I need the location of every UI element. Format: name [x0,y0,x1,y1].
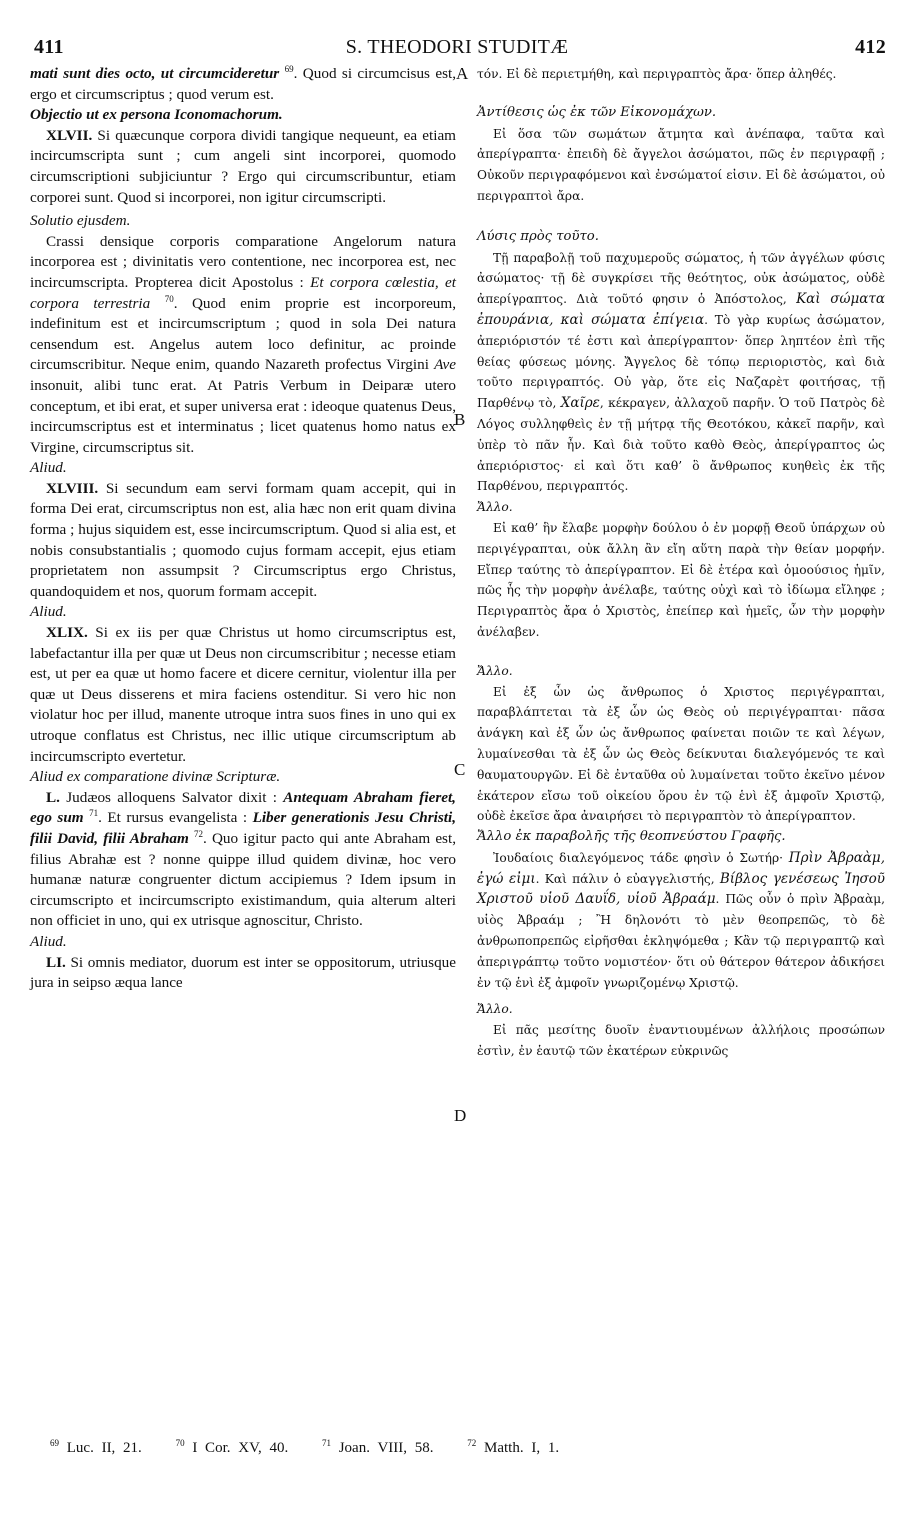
greek-paragraph: Εἰ πᾶς μεσίτης δυοῖν ἐναντιουμένων ἀλλήλοις προσώπων ἐστὶν, ἐν ἑαυτῷ τῶν ἑκατέρων εὐκρινῶς [477,1023,885,1059]
section-heading: Aliud. [30,459,67,477]
section-heading: Ἄλλο ἐκ παραβολῆς τῆς θεοπνεύστου Γραφῆς. [477,829,786,845]
footnote: $^{71}$ Joan. VIII, 58. [321,1438,434,1456]
margin-marker-c: C [454,760,466,779]
section-heading: Ἄλλο. [477,1002,513,1017]
latin-column [30,64,456,994]
greek-paragraph: Εἰ ὅσα τῶν σωμάτων ἄτμητα καὶ ἀνέπαφα, ταῦτα καὶ ἀπερίγραπτα· ἐπειδὴ δὲ ἄγγελοι ἀσώματοι, πῶς ἐν περιγραφῇ ; Οὐκοῦν περιγραφόμενοι καὶ ἐνσώματοί εἰσιν. Εἰ δὲ ἀσώματοι, οὐ περιγραπτοὶ ἄρα. [477,126,885,203]
latin-paragraph: mati sunt dies octo, ut circumcideretur $^{69}$. Quod si circumcisus est, ergo et circumscriptus ; quod verum est. [30,63,457,103]
margin-marker-b: B [454,410,466,429]
page-number-left: 411 [34,36,64,58]
section-heading: Ἄλλο. [477,500,513,515]
section-heading: Λύσις πρὸς τοῦτο. [477,228,599,244]
margin-marker-d: D [454,1106,467,1125]
greek-paragraph: Τῇ παραβολῇ τοῦ παχυμεροῦς σώματος, ἡ τῶν ἀγγέλων φύσις ἀσώματος· τῇ δὲ συγκρίσει τῆς θεότητος, οὐκ ἀσώματος, οὐδὲ ἀπερίγραπτος. Διὰ τοῦτό φησιν ὁ Ἀπόστολος, Καὶ σώματα ἐπουράνια, καὶ σώματα ἐπίγεια. Τὸ γὰρ κυρίως ἀσώματον, ἀπεριόριστόν τέ ἐστι καὶ ἀπερίγραπτον· ὅπερ ληπτέον ἐπὶ τῆς θείας φύσεως μόνης. Ἄγγελος δὲ τόπῳ περιοριστὸς, καὶ διὰ τοῦτο περιγραπτός. Οὐ γὰρ, ὅτε εἰς Ναζαρὲτ φοιτήσας, τῇ Παρθένῳ τὸ, Χαῖρε, κέκραγεν, ἀλλαχοῦ παρῆν. Ὁ τοῦ Πατρὸς δὲ Λόγος συλληφθεὶς ἐν τῇ μήτρᾳ τῆς Θεοτόκου, κἀκεῖ παρῆν, καὶ ὑπὲρ τὸ πᾶν ἦν. Καὶ διὰ τοῦτο καθὸ Θεὸς, ἀπερίγραπτος ὡς ἀπεριόριστος· εἰ καὶ ὅτι καθ’ ὃ ἄνθρωπος κυηθεὶς ἐκ τῆς Παρθένου, περιγραπτός. [477,250,885,494]
latin-paragraph: XLVIII. Si secundum eam servi formam quam accepit, qui in forma Dei erat, circumscriptus non est, alia hæc non erit quam divina forma ; hujus siquidem est, esse incircumscriptum. Quod si alia est, et nobis consubstantialis ; quomodo cujus formam accepit, ejus etiam proprietatem non assumpsit ? Circumscriptus ergo Christus, quandoquidem et nos, quorum formam accepit. [30,479,456,600]
section-heading: Aliud ex comparatione divinæ Scripturæ. [30,768,281,786]
section-heading: Ἀντίθεσις ὡς ἐκ τῶν Εἰκονομάχων. [477,104,717,120]
latin-paragraph: LI. Si omnis mediator, duorum est inter se oppositorum, utriusque jura in seipso æqua lance [30,953,456,992]
latin-paragraph: XLVII. Si quæcunque corpora dividi tangique nequeunt, ea etiam incircumscripta sunt ; cum angeli sint incorporei, quomodo circumscriptioni subjiciuntur ? Ergo qui circumscribuntur, etiam corporei sunt. Quod si incorporei, non igitur circumscripti. [30,126,456,206]
section-heading: Solutio ejusdem. [30,212,131,230]
page-number-right: 412 [855,36,886,58]
running-header [28,36,886,60]
footnotes [50,1440,900,1457]
latin-paragraph: Crassi densique corporis comparatione Angelorum natura incorporea est ; divinitatis vero contentione, nec incorporea est, nec incircumscripta. Propterea dicit Apostolus : Et corpora cœlestia, et corpora terrestria $^{70}$. Quod enim proprie est incorporeum, indefinitum est et incircumscriptum ; quod in sola Dei natura censendum est. Angelus autem loco definitur, ac proinde circumscribitur. Neque enim, quando Nazareth profectus Virgini Ave insonuit, alibi tunc erat. At Patris Verbum in Deiparæ utero conceptum, et ibi erat, et super universa erat : ideoque quatenus Deus, incircumscriptus est et interminatus ; licet quatenus homo natus ex Virgine, circumscriptus sit. [30,232,457,456]
footnote: $^{69}$ Luc. II, 21. [50,1438,142,1456]
running-title: S. THEODORI STUDITÆ [345,36,569,58]
section-heading: Objectio ut ex persona Iconomachorum. [30,106,283,124]
footnote: $^{72}$ Matth. I, 1. [467,1438,560,1456]
greek-paragraph: τόν. Εἰ δὲ περιετμήθη, καὶ περιγραπτὸς ἄρα· ὅπερ ἀληθές. [477,67,837,81]
greek-column [477,64,885,1062]
latin-paragraph: L. Judæos alloquens Salvator dixit : Antequam Abraham fieret, ego sum $^{71}$. Et rursus evangelista : Liber generationis Jesu Christi, filii David, filii Abraham $^{72}$. Quo igitur pacto qui ante Abraham est, filius Abrahæ est ? nonne quippe illud quidem divinæ, hoc vero humanæ naturæ congruenter dictum accipiemus ? Idem ipsum in circumscripto et incircumscripto existimandum, quia alterum alteri non officiet in uno, qui ex utrisque agnoscitur, Christo. [30,788,456,930]
greek-paragraph: Ἰουδαίοις διαλεγόμενος τάδε φησὶν ὁ Σωτήρ· Πρὶν Ἀβραὰμ, ἐγώ εἰμι. Καὶ πάλιν ὁ εὐαγγελιστής, Βίβλος γενέσεως Ἰησοῦ Χριστοῦ υἱοῦ Δαυΐδ, υἱοῦ Ἀβραάμ. Πῶς οὖν ὁ πρὶν Ἀβραὰμ, υἱὸς Ἀβραάμ ; Ἢ δηλονότι τὸ μὲν θεοπρεπῶς, τὸ δὲ ἀνθρωποπρεπῶς εἰρῆσθαι ἐκληψόμεθα ; Κἂν τῷ περιγραπτῷ καὶ ἀπεριγράπτῳ τοῦτο νομιστέον· ὅτι οὐ θάτερον θάτερον ἀδικήσει ἐν τῷ ἑνὶ ἐξ ἀμφοῖν γνωριζομένῳ Χριστῷ. [477,849,886,990]
section-heading: Aliud. [30,932,67,950]
greek-paragraph: Εἰ καθ’ ἣν ἔλαβε μορφὴν δούλου ὁ ἐν μορφῇ Θεοῦ ὑπάρχων οὐ περιγέγραπται, οὐκ ἄλλη ἂν εἴη αὕτη παρὰ τὴν θείαν μορφήν. Εἴπερ ταύτης τὸ ἀπερίγραπτον. Εἰ δὲ ἑτέρα καὶ ὁμοούσιος ἡμῖν, πῶς ἧς τὴν μορφὴν ἀνέλαβε, ταύτης οὐχὶ καὶ τὸ ἰδίωμα εἴληφε ; Περιγραπτὸς ἄρα ὁ Χριστὸς, ἐπείπερ καὶ ἡμεῖς, ὧν τὴν μορφὴν ἀνέλαβεν. [477,520,885,639]
section-heading: Aliud. [30,603,67,621]
section-heading: Ἄλλο. [477,663,513,678]
latin-paragraph: XLIX. Si ex iis per quæ Christus ut homo circumscriptus est, labefactantur illa per quæ ut Deus non circumscribitur ; necesse etiam est, ut per ea quæ ut homo facere et dicere cernitur, violentur illa per quæ ut Deus disserens et mira faciens ostenditur. Si vero hic non violatur hoc per illud, manente utroque intra suos fines in uno qui ex utroque conflatus est Christus, nec illic utique circumscriptum ab incircumscripto evertetur. [30,624,456,765]
greek-paragraph: Εἰ ἐξ ὧν ὡς ἄνθρωπος ὁ Χριστος περιγέγραπται, παραβλάπτεται τὰ ἐξ ὧν ὡς Θεὸς οὐ περιγέγραπται· πᾶσα ἀνάγκη καὶ ἐξ ὧν ὡς ἄνθρωπος φαίνεται ποιῶν τε καὶ λέγων, λυμαίνεσθαι τὰ ἐξ ὧν ὡς Θεὸς δείκνυται διαλεγόμενός τε καὶ θαυματουργῶν. Εἰ δὲ ἐνταῦθα οὐ λυμαίνεται τοῦτο ἐκεῖνο μένον ἑκάτερον εἴσω τοῦ οἰκείου ὅρου ἐν τῷ ἑνὶ ἐξ ἀμφοῖν Χριστῷ, οὐδὲ ἐκεῖσε ἄρα ἀναιρήσει τὸ περιγραπτὸν τὸ ἀπερίγραπτον. [477,684,885,824]
margin-marker-a: A [456,64,469,83]
footnote: $^{70}$ I Cor. XV, 40. [175,1438,289,1456]
